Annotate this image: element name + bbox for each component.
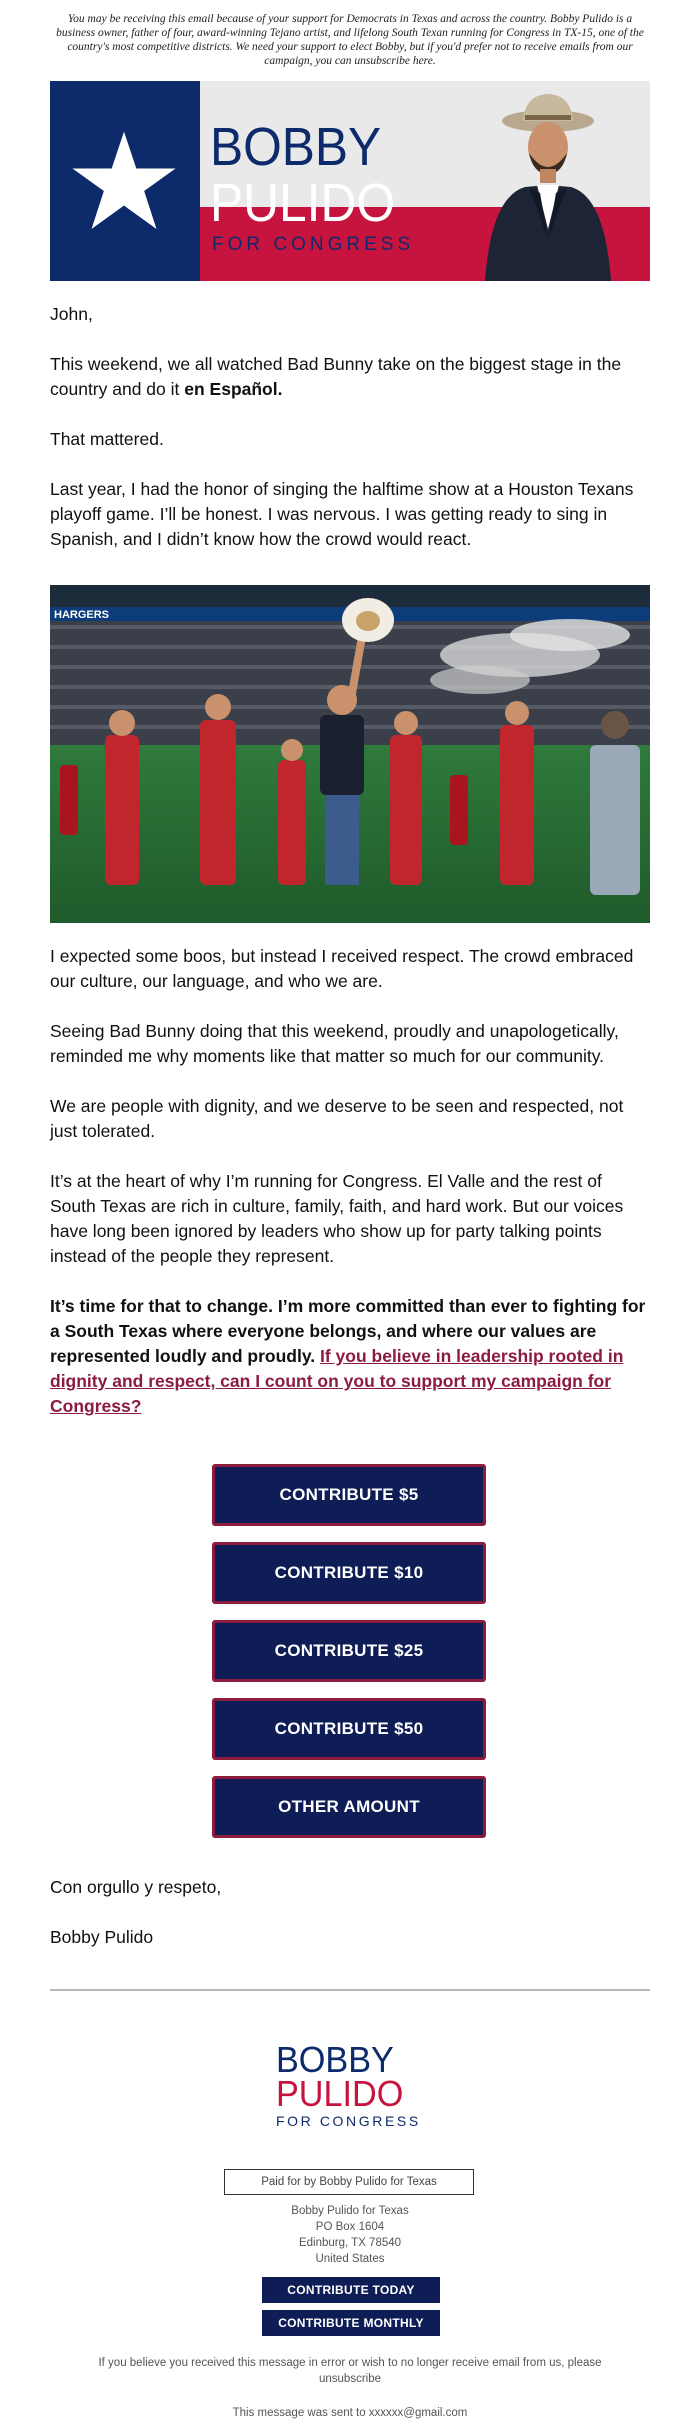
paragraph-3: Last year, I had the honor of singing the halftime show at a Houston Texans playoff game. I’ll be honest. I was nervous. I was getting ready to sing in Spanish, and I didn’t know how the crowd would react. [50,479,634,549]
paragraph-8 [50,1294,650,1419]
banner-last-name: PULIDO [210,173,395,233]
paragraph-1-text: This weekend, we all watched Bad Bunny take on the biggest stage in the country and do it [50,354,622,399]
paragraph-2: That mattered. [50,429,164,449]
banner-first-name: BOBBY [210,117,382,177]
paragraph-5: Seeing Bad Bunny doing that this weekend, proudly and unapologetically, reminded me why moments like that matter so much for our community. [50,1021,619,1066]
contribute-25-button[interactable]: CONTRIBUTE $25 [212,1620,486,1682]
signature: Bobby Pulido [50,1927,154,1947]
other-amount-button[interactable]: OTHER AMOUNT [212,1776,486,1838]
address-line: Edinburg, TX 78540 [298,2237,402,2249]
address-line: PO Box 1604 [315,2221,385,2233]
divider [50,1989,650,1991]
campaign-banner[interactable] [50,81,650,281]
contribute-today-button[interactable]: CONTRIBUTE TODAY [262,2277,440,2303]
paragraph-1 [50,352,650,402]
star-icon [68,126,180,238]
contribute-10-button[interactable]: CONTRIBUTE $10 [212,1542,486,1604]
paragraph-6: We are people with dignity, and we deserve to be seen and respected, not just tolerated. [50,1096,624,1141]
address-line: Bobby Pulido for Texas [291,2205,409,2217]
stadium-scene [50,585,650,923]
address-line: United States [315,2253,385,2265]
candidate-portrait [445,89,645,281]
footer-logo-first: BOBBY [276,2039,394,2080]
disclaimer-text: You may be receiving this email because of your support for Democrats in Texas and across the country. Bobby Pulido is a business owner, father of four, award-winning Tejano artist, and lifelong South Texan running for Congress in TX-15, one of the country's most competitive districts. We need your support to elect Bobby, but if you'd prefer not to receive emails from our campaign, you can unsubscribe here. [56,13,644,67]
paragraph-8-bold: It’s time for that to change. I’m more committed than ever to fighting for a South Texas where everyone belongs, and where our values are represented loudly and proudly. [50,1296,646,1366]
contribute-50-button[interactable]: CONTRIBUTE $50 [212,1698,486,1760]
paragraph-1-bold: en Español. [184,379,283,399]
closing-line: Con orgullo y respeto, [50,1877,222,1897]
unsubscribe-note[interactable]: If you believe you received this message in error or wish to no longer receive email from us, please unsubscribe [98,2357,602,2385]
footer-logo-tagline: FOR CONGRESS [276,2113,421,2129]
support-campaign-link[interactable]: If you believe in leadership rooted in dignity and respect, can I count on you to support my campaign for Congress? [50,1346,624,1416]
banner-tagline: FOR CONGRESS [212,234,415,255]
contribute-5-button[interactable]: CONTRIBUTE $5 [212,1464,486,1526]
footer-logo[interactable] [276,2039,426,2129]
greeting: John, [50,304,93,324]
sent-to-note: This message was sent to xxxxxx@gmail.com [232,2407,468,2419]
paragraph-4: I expected some boos, but instead I received respect. The crowd embraced our culture, our language, and who we are. [50,946,634,991]
footer-logo-last: PULIDO [276,2073,404,2114]
paragraph-7: It’s at the heart of why I’m running for Congress. El Valle and the rest of South Texas are rich in culture, family, faith, and hard work. But our voices have long been ignored by leaders who show up for party talking points instead of the people they represent. [50,1171,624,1266]
mailing-address [200,2203,500,2267]
contribute-monthly-button[interactable]: CONTRIBUTE MONTHLY [262,2310,440,2336]
scoreboard-text: HARGERS [54,609,110,621]
paid-for-box: Paid for by Bobby Pulido for Texas [224,2169,474,2195]
halftime-photo [50,585,650,923]
